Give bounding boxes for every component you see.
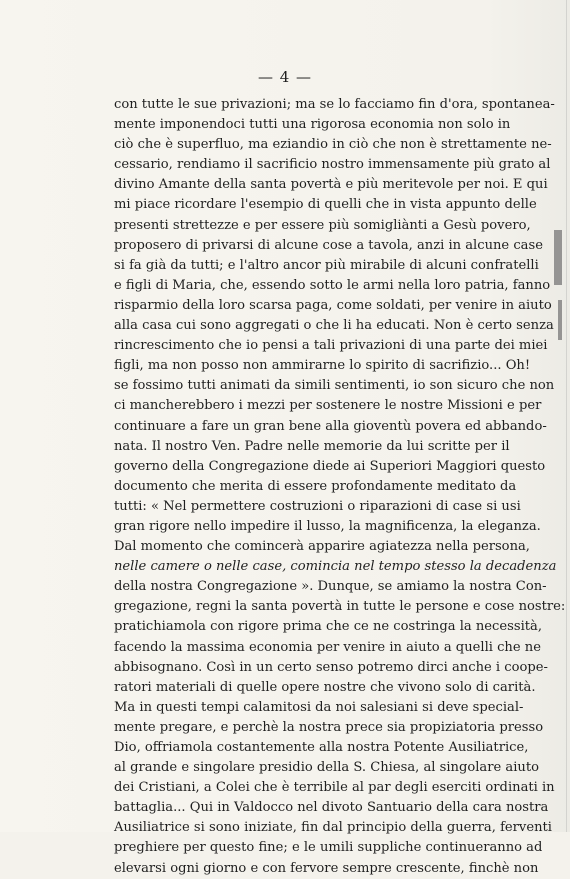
text-line: nelle camere o nelle case, comincia nel tempo stesso la decadenza bbox=[114, 559, 557, 575]
text-line: ciò che è superfluo, ma eziandio in ciò che non è strettamente ne- bbox=[114, 137, 552, 153]
text-line: della nostra Congregazione ». Dunque, se amiamo la nostra Con- bbox=[114, 579, 547, 595]
text-line: abbisognano. Così in un certo senso potremo dirci anche i coope- bbox=[114, 659, 548, 675]
text-line: divino Amante della santa povertà e più meritevole per noi. E qui bbox=[114, 177, 548, 193]
text-line: figli, ma non posso non ammirarne lo spirito di sacrifizio... Oh! bbox=[114, 358, 531, 374]
text-line: tutti: « Nel permettere costruzioni o riparazioni di case si usi bbox=[114, 498, 521, 514]
text-line: mente pregare, e perchè la nostra prece sia propiziatoria presso bbox=[114, 719, 544, 735]
text-line: con tutte le sue privazioni; ma se lo facciamo fin d'ora, spontanea- bbox=[114, 97, 555, 112]
margin-mark bbox=[554, 230, 562, 285]
text-line: elevarsi ogni giorno e con fervore sempre crescente, finchè non bbox=[114, 860, 539, 876]
text-line: proposero di privarsi di alcune cose a tavola, anzi in alcune case bbox=[114, 237, 543, 253]
text-line: ci mancherebbero i mezzi per sostenere le nostre Missioni e per bbox=[114, 398, 542, 414]
text-line: Dal momento che comincerà apparire agiatezza nella persona, bbox=[114, 539, 530, 555]
text-line: presenti strettezze e per essere più somigliànti a Gesù povero, bbox=[114, 217, 531, 233]
scan-edge bbox=[566, 0, 567, 832]
text-line: gregazione, regni la santa povertà in tutte le persone e cose nostre: bbox=[114, 599, 566, 615]
text-line: dei Cristiani, a Colei che è terribile al par degli eserciti ordinati in bbox=[114, 780, 555, 796]
text-line: rincrescimento che io pensi a tali privazioni di una parte dei miei bbox=[114, 338, 548, 354]
text-line: documento che merita di essere profondamente meditato da bbox=[114, 478, 517, 494]
text-line: mente imponendoci tutti una rigorosa economia non solo in bbox=[114, 117, 511, 133]
text-line: preghiere per questo fine; e le umili suppliche continueranno ad bbox=[114, 840, 543, 856]
text-line: pratichiamola con rigore prima che ce ne costringa la necessità, bbox=[114, 619, 542, 635]
text-line: e figli di Maria, che, essendo sotto le armi nella loro patria, fanno bbox=[114, 277, 551, 293]
margin-mark bbox=[558, 300, 562, 340]
text-line: cessario, rendiamo il sacrificio nostro immensamente più grato al bbox=[114, 157, 551, 173]
text-line: nata. Il nostro Ven. Padre nelle memorie da lui scritte per il bbox=[114, 438, 510, 454]
text-line: risparmio della loro scarsa paga, come soldati, per venire in aiuto bbox=[114, 297, 552, 313]
text-line: governo della Congregazione diede ai Superiori Maggiori questo bbox=[114, 458, 546, 474]
text-line: continuare a fare un gran bene alla gioventù povera ed abbando- bbox=[114, 418, 547, 434]
text-line: si fa già da tutti; e l'altro ancor più mirabile di alcuni confratelli bbox=[114, 257, 539, 273]
page-number: — 4 — bbox=[257, 68, 313, 86]
text-line: mi piace ricordare l'esempio di quelli che in vista appunto delle bbox=[114, 197, 537, 213]
text-line: battaglia... Qui in Valdocco nel divoto Santuario della cara nostra bbox=[114, 800, 549, 816]
text-line: ratori materiali di quelle opere nostre che vivono solo di carità. bbox=[114, 679, 536, 695]
text-line: alla casa cui sono aggregati o che li ha educati. Non è certo senza bbox=[114, 318, 554, 334]
text-line: facendo la massima economia per venire in aiuto a quelli che ne bbox=[114, 639, 541, 655]
body-paragraph bbox=[114, 95, 566, 879]
text-line: Dio, offriamola costantemente alla nostra Potente Ausiliatrice, bbox=[114, 740, 529, 755]
text-line: gran rigore nello impedire il lusso, la magnificenza, la eleganza. bbox=[114, 518, 541, 534]
text-line: se fossimo tutti animati da simili sentimenti, io son sicuro che non bbox=[114, 378, 555, 394]
text-line: al grande e singolare presidio della S. Chiesa, al singolare aiuto bbox=[114, 760, 539, 776]
text-line: Ausiliatrice si sono iniziate, fin dal principio della guerra, ferventi bbox=[114, 820, 552, 836]
text-line: Ma in questi tempi calamitosi da noi salesiani si deve special- bbox=[114, 699, 524, 715]
